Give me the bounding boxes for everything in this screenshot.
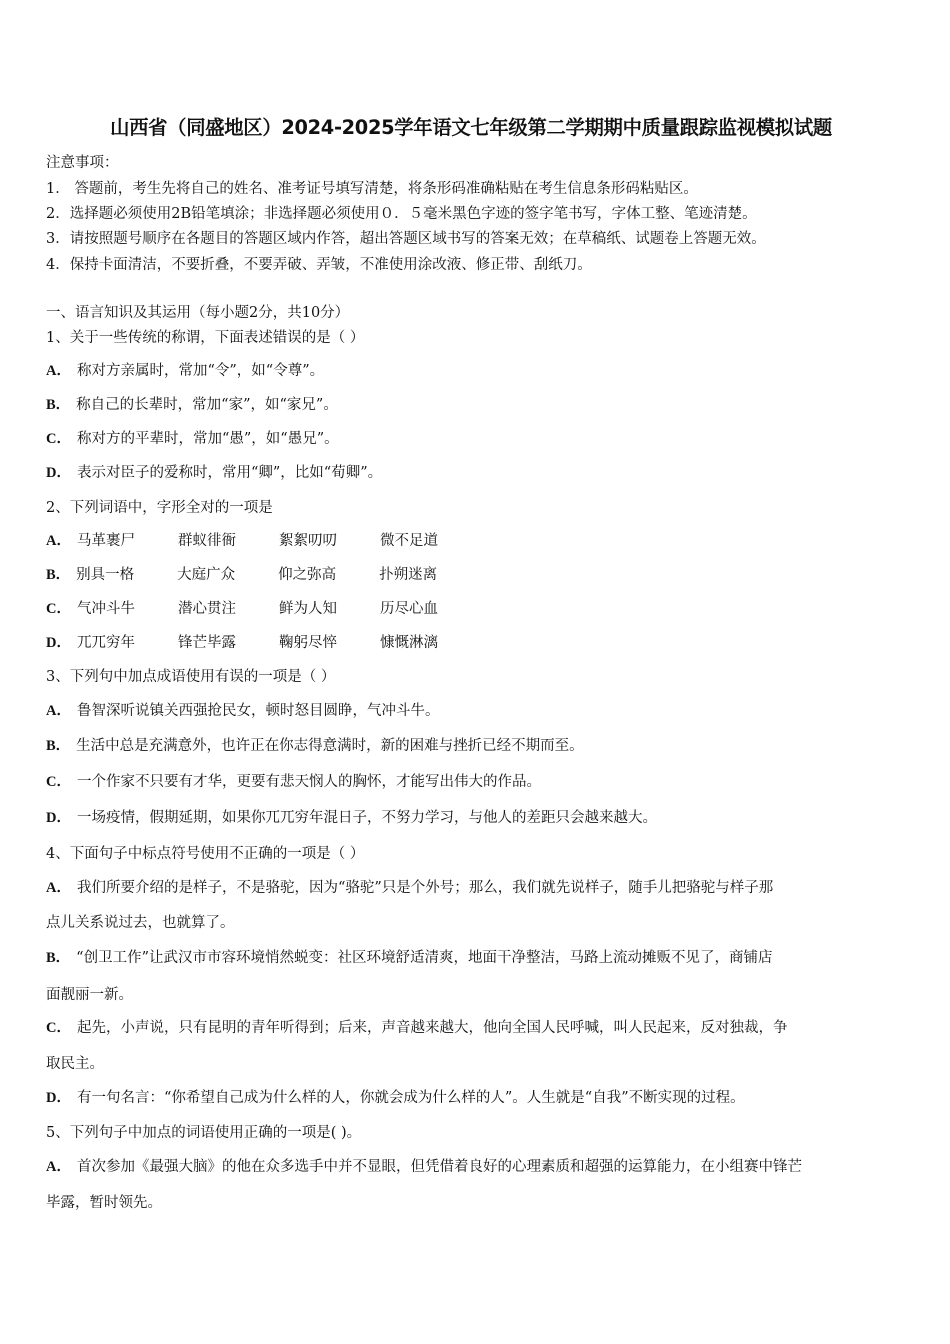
option-label: C． — [46, 431, 71, 447]
option-c — [46, 427, 339, 448]
option-label: B． — [46, 567, 71, 583]
option-c — [46, 1016, 787, 1037]
option-d — [46, 806, 657, 827]
notice-item: 3．请按照题号顺序在各题目的答题区域内作答，超出答题区域书写的答案无效；在草稿纸、试题卷上答题无效。 — [46, 231, 766, 247]
option-label: C． — [46, 601, 71, 617]
option-label: A． — [46, 880, 71, 896]
option-word: 仰之弥高 — [278, 567, 337, 583]
question-stem: 2、下列词语中，字形全对的一项是 — [46, 500, 273, 516]
option-b-continued: 面靓丽一新。 — [46, 987, 133, 1003]
option-word: 群蚁徘衙 — [177, 533, 236, 549]
option-text: 起先，小声说，只有昆明的青年听得到；后来，声音越来越大，他向全国人民呼喊，叫人民起来，反对独裁，争 — [76, 1020, 788, 1036]
option-label: B． — [46, 397, 71, 413]
option-a — [46, 359, 324, 380]
option-word: 兀兀穷年 — [76, 635, 135, 651]
option-d — [46, 1086, 745, 1107]
option-text: 我们所要介绍的是样子，不是骆驼，因为“骆驼”只是个外号；那么，我们就先说样子，随手儿把骆驼与样子那 — [76, 880, 774, 896]
option-word: 别具一格 — [76, 567, 135, 583]
option-text: 生活中总是充满意外，也许正在你志得意满时，新的困难与挫折已经不期而至。 — [76, 738, 584, 754]
option-text: 有一句名言：“你希望自己成为什么样的人，你就会成为什么样的人”。人生就是“自我”不断实现的过程。 — [76, 1090, 745, 1106]
question-stem: 4、下面句子中标点符号使用不正确的一项是（ ） — [46, 846, 365, 862]
option-a — [46, 699, 439, 720]
option-word: 气冲斗牛 — [76, 601, 135, 617]
option-label: D． — [46, 635, 71, 651]
option-text: 称自己的长辈时，常加“家”，如“家兄”。 — [76, 397, 338, 413]
option-text: 鲁智深听说镇关西强抢民女，顿时怒目圆睁，气冲斗牛。 — [76, 703, 440, 719]
notice-item: 4．保持卡面清洁，不要折叠，不要弄破、弄皱，不准使用涂改液、修正带、刮纸刀。 — [46, 257, 592, 273]
option-word: 锋芒毕露 — [177, 635, 236, 651]
option-b — [46, 946, 773, 967]
notice-item: 2．选择题必须使用2B铅笔填涂；非选择题必须使用０．５毫米黑色字迹的签字笔书写，字体工整、笔迹清楚。 — [46, 206, 757, 222]
option-word: 历尽心血 — [379, 601, 438, 617]
option-text: 表示对臣子的爱称时，常用“卿”，比如“荀卿”。 — [76, 465, 383, 481]
option-c — [46, 770, 541, 791]
option-b — [46, 734, 584, 755]
option-text: 称对方的平辈时，常加“愚”，如“愚兄”。 — [76, 431, 339, 447]
option-label: A． — [46, 1159, 71, 1175]
option-text: 首次参加《最强大脑》的他在众多选手中并不显眼，但凭借着良好的心理素质和超强的运算能力，在小组赛中锋芒 — [76, 1159, 802, 1175]
option-label: A． — [46, 533, 71, 549]
option-label: A． — [46, 703, 71, 719]
section-heading: 一、语言知识及其运用（每小题2分，共10分） — [46, 305, 350, 321]
option-word: 鞠躬尽悴 — [278, 635, 337, 651]
option-word: 微不足道 — [379, 533, 438, 549]
option-label: B． — [46, 738, 71, 754]
option-word: 马革裹尸 — [76, 533, 135, 549]
option-a-continued: 毕露，暂时领先。 — [46, 1195, 162, 1211]
option-label: D． — [46, 1090, 71, 1106]
option-b — [46, 393, 338, 414]
option-label: D． — [46, 465, 71, 481]
option-label: C． — [46, 1020, 71, 1036]
option-c — [46, 597, 438, 618]
option-text: 称对方亲属时，常加“令”，如“令尊”。 — [76, 363, 325, 379]
option-text: “创卫工作”让武汉市市容环境悄然蜕变：社区环境舒适清爽，地面干净整洁，马路上流动摊贩不见了，商铺店 — [76, 950, 773, 966]
notice-heading: 注意事项： — [46, 155, 119, 171]
option-label: D． — [46, 810, 71, 826]
option-word: 大庭广众 — [177, 567, 236, 583]
option-a — [46, 1155, 802, 1176]
option-a-continued: 点儿关系说过去，也就算了。 — [46, 915, 235, 931]
option-label: B． — [46, 950, 71, 966]
option-word: 絮絮叨叨 — [278, 533, 337, 549]
option-d — [46, 631, 438, 652]
option-a — [46, 529, 438, 550]
question-stem: 5、下列句子中加点的词语使用正确的一项是( )。 — [46, 1125, 362, 1141]
option-word: 潜心贯注 — [177, 601, 236, 617]
option-d — [46, 461, 382, 482]
option-c-continued: 取民主。 — [46, 1056, 104, 1072]
option-label: A． — [46, 363, 71, 379]
option-b — [46, 563, 437, 584]
option-word: 鲜为人知 — [278, 601, 337, 617]
option-text: 一场疫情，假期延期，如果你兀兀穷年混日子，不努力学习，与他人的差距只会越来越大。 — [76, 810, 657, 826]
question-stem: 1、关于一些传统的称谓，下面表述错误的是（ ） — [46, 330, 365, 346]
option-text: 一个作家不只要有才华，更要有悲天悯人的胸怀，才能写出伟大的作品。 — [76, 774, 541, 790]
option-word: 扑朔迷离 — [379, 567, 438, 583]
question-stem: 3、下列句中加点成语使用有误的一项是（ ） — [46, 669, 336, 685]
option-label: C． — [46, 774, 71, 790]
option-a — [46, 876, 773, 897]
page-title: 山西省（同盛地区）2024-2025学年语文七年级第二学期期中质量跟踪监视模拟试题 — [110, 116, 832, 139]
option-word: 慷慨淋漓 — [379, 635, 438, 651]
notice-item: 1． 答题前，考生先将自己的姓名、准考证号填写清楚，将条形码准确粘贴在考生信息条形码粘贴区。 — [46, 181, 698, 197]
